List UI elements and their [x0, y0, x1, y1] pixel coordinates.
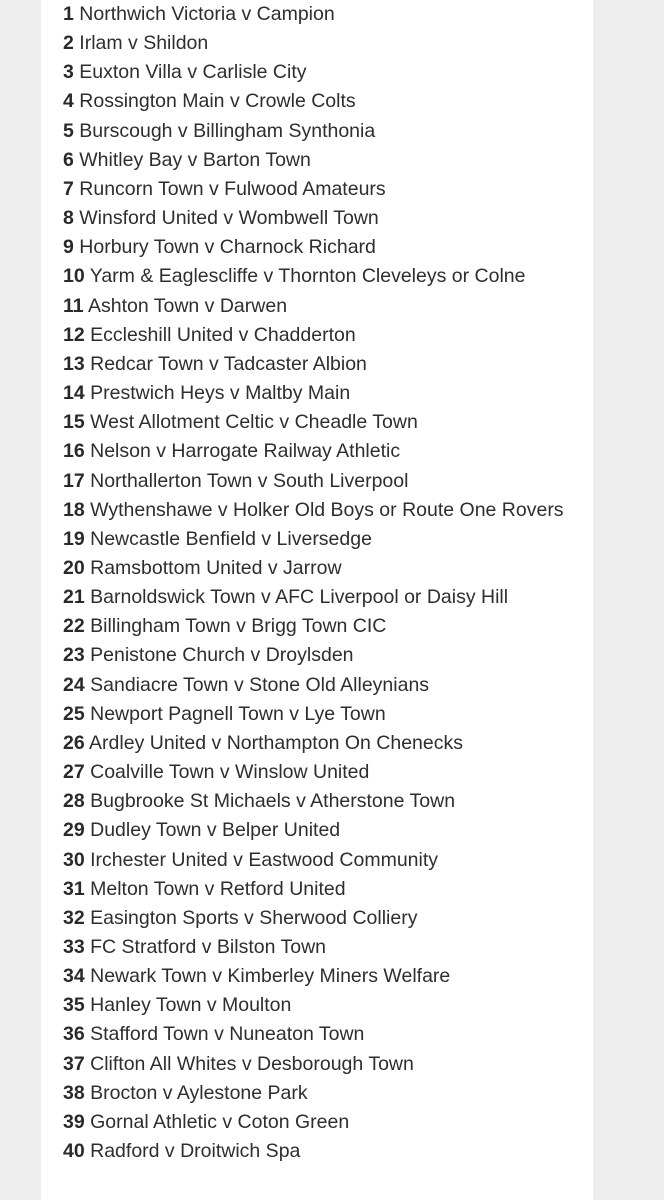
- fixture-row: [63, 117, 587, 146]
- fixture-number: 13: [63, 352, 85, 375]
- fixture-row: [63, 758, 587, 787]
- fixture-number: 18: [63, 498, 85, 521]
- fixture-number: 25: [63, 702, 85, 725]
- fixture-match: Irchester United v Eastwood Community: [90, 848, 439, 871]
- fixture-number: 7: [63, 177, 74, 200]
- fixture-row: [63, 787, 587, 816]
- fixture-row: [63, 496, 587, 525]
- fixture-match: Prestwich Heys v Maltby Main: [90, 382, 351, 405]
- fixture-match: Northwich Victoria v Campion: [79, 3, 335, 25]
- fixture-row: [63, 729, 587, 758]
- fixture-row: [63, 262, 587, 291]
- fixture-match: Hanley Town v Moulton: [90, 994, 292, 1017]
- fixture-match: Yarm & Eaglescliffe v Thornton Cleveleys or Colne: [89, 265, 526, 288]
- fixture-number: 27: [63, 761, 85, 784]
- fixture-match: Billingham Town v Brigg Town CIC: [90, 615, 387, 638]
- fixture-match: Ramsbottom United v Jarrow: [90, 556, 342, 579]
- fixture-row: [63, 233, 587, 262]
- fixture-row: [63, 0, 587, 29]
- fixture-match: Bugbrooke St Michaels v Atherstone Town: [90, 790, 456, 813]
- fixture-match: West Allotment Celtic v Cheadle Town: [90, 411, 418, 434]
- fixture-number: 24: [63, 673, 85, 696]
- fixture-number: 17: [63, 469, 85, 492]
- fixture-match: Penistone Church v Droylsden: [90, 644, 354, 667]
- fixture-row: [63, 175, 587, 204]
- fixture-number: 19: [63, 527, 85, 550]
- fixture-row: [63, 437, 587, 466]
- fixture-match: Newark Town v Kimberley Miners Welfare: [90, 965, 451, 988]
- fixture-match: Clifton All Whites v Desborough Town: [90, 1052, 414, 1075]
- fixture-row: [63, 292, 587, 321]
- fixture-number: 3: [63, 61, 74, 84]
- fixture-number: 14: [63, 382, 85, 405]
- fixture-number: 35: [63, 994, 85, 1017]
- document-page: [41, 0, 593, 1200]
- fixture-row: [63, 612, 587, 641]
- fixture-row: [63, 379, 587, 408]
- fixture-match: Barnoldswick Town v AFC Liverpool or Daisy Hill: [90, 586, 509, 609]
- fixture-row: [63, 350, 587, 379]
- fixture-number: 33: [63, 936, 85, 958]
- fixture-number: 40: [63, 1140, 85, 1163]
- fixture-match: Whitley Bay v Barton Town: [79, 148, 311, 171]
- fixture-number: 8: [63, 207, 74, 230]
- fixture-number: 21: [63, 586, 85, 609]
- fixture-row: [63, 875, 587, 904]
- fixture-number: 37: [63, 1052, 85, 1075]
- fixture-row: [63, 816, 587, 845]
- fixture-number: 9: [63, 236, 74, 259]
- fixture-row: [63, 700, 587, 729]
- fixture-number: 32: [63, 906, 85, 929]
- fixture-match: Winsford United v Wombwell Town: [79, 207, 379, 230]
- fixture-number: 4: [63, 90, 74, 113]
- fixture-row: [63, 641, 587, 670]
- fixture-row: [63, 1079, 587, 1108]
- fixture-row: [63, 1108, 587, 1137]
- fixture-number: 20: [63, 556, 85, 579]
- fixture-row: [63, 146, 587, 175]
- fixture-row: [63, 204, 587, 233]
- fixture-match: Eccleshill United v Chadderton: [90, 323, 356, 346]
- fixture-match: Newcastle Benfield v Liversedge: [90, 527, 372, 550]
- fixture-match: Irlam v Shildon: [79, 32, 209, 55]
- fixture-row: [63, 29, 587, 58]
- fixture-number: 22: [63, 615, 85, 638]
- fixture-list: [63, 0, 587, 1166]
- fixture-match: Coalville Town v Winslow United: [90, 761, 370, 784]
- fixture-number: 6: [63, 148, 74, 171]
- fixture-number: 30: [63, 848, 85, 871]
- fixture-match: Burscough v Billingham Synthonia: [79, 119, 376, 142]
- fixture-row: [63, 467, 587, 496]
- fixture-row: [63, 962, 587, 991]
- fixture-number: 36: [63, 1023, 85, 1046]
- fixture-match: Easington Sports v Sherwood Colliery: [90, 906, 418, 929]
- fixture-match: Runcorn Town v Fulwood Amateurs: [79, 177, 386, 200]
- fixture-match: Melton Town v Retford United: [90, 877, 346, 900]
- fixture-row: [63, 525, 587, 554]
- fixture-match: Newport Pagnell Town v Lye Town: [90, 702, 386, 725]
- fixture-number: 16: [63, 440, 85, 463]
- fixture-number: 12: [63, 323, 85, 346]
- fixture-row: [63, 321, 587, 350]
- fixture-number: 10: [63, 265, 85, 288]
- fixture-match: Stafford Town v Nuneaton Town: [90, 1023, 365, 1046]
- fixture-row: [63, 583, 587, 612]
- fixture-number: 5: [63, 119, 74, 142]
- fixture-number: 26: [63, 731, 85, 754]
- fixture-number: 29: [63, 819, 85, 842]
- fixture-row: [63, 904, 587, 933]
- fixture-row: [63, 671, 587, 700]
- fixture-match: Rossington Main v Crowle Colts: [79, 90, 356, 113]
- fixture-match: Wythenshawe v Holker Old Boys or Route One Rovers: [90, 498, 564, 521]
- fixture-number: 31: [63, 877, 85, 900]
- fixture-match: Sandiacre Town v Stone Old Alleynians: [90, 673, 430, 696]
- fixture-row: [63, 846, 587, 875]
- fixture-number: 34: [63, 965, 85, 988]
- fixture-row: [63, 87, 587, 116]
- fixture-match: Redcar Town v Tadcaster Albion: [90, 352, 367, 375]
- fixture-row: [63, 1020, 587, 1049]
- fixture-row: [63, 554, 587, 583]
- fixture-number: 38: [63, 1081, 85, 1104]
- fixture-number: 15: [63, 411, 85, 434]
- fixture-row: [63, 933, 587, 962]
- fixture-number: 39: [63, 1110, 85, 1133]
- fixture-number: 28: [63, 790, 85, 813]
- fixture-number: 2: [63, 32, 74, 55]
- fixture-number: 23: [63, 644, 85, 667]
- fixture-match: Horbury Town v Charnock Richard: [79, 236, 376, 259]
- fixture-row: [63, 991, 587, 1020]
- fixture-row: [63, 408, 587, 437]
- fixture-match: Ardley United v Northampton On Chenecks: [89, 731, 463, 754]
- fixture-match: Gornal Athletic v Coton Green: [90, 1110, 350, 1133]
- fixture-number: 1: [63, 3, 74, 25]
- fixture-match: Ashton Town v Darwen: [87, 294, 288, 317]
- fixture-match: Brocton v Aylestone Park: [90, 1081, 308, 1104]
- fixture-match: Nelson v Harrogate Railway Athletic: [90, 440, 401, 463]
- fixture-match: Northallerton Town v South Liverpool: [90, 469, 409, 492]
- fixture-row: [63, 1137, 587, 1166]
- fixture-number: 11: [63, 294, 84, 317]
- fixture-row: [63, 58, 587, 87]
- fixture-match: Euxton Villa v Carlisle City: [79, 61, 307, 84]
- fixture-match: FC Stratford v Bilston Town: [90, 936, 327, 958]
- fixture-match: Dudley Town v Belper United: [90, 819, 341, 842]
- fixture-row: [63, 1050, 587, 1079]
- fixture-match: Radford v Droitwich Spa: [90, 1140, 301, 1163]
